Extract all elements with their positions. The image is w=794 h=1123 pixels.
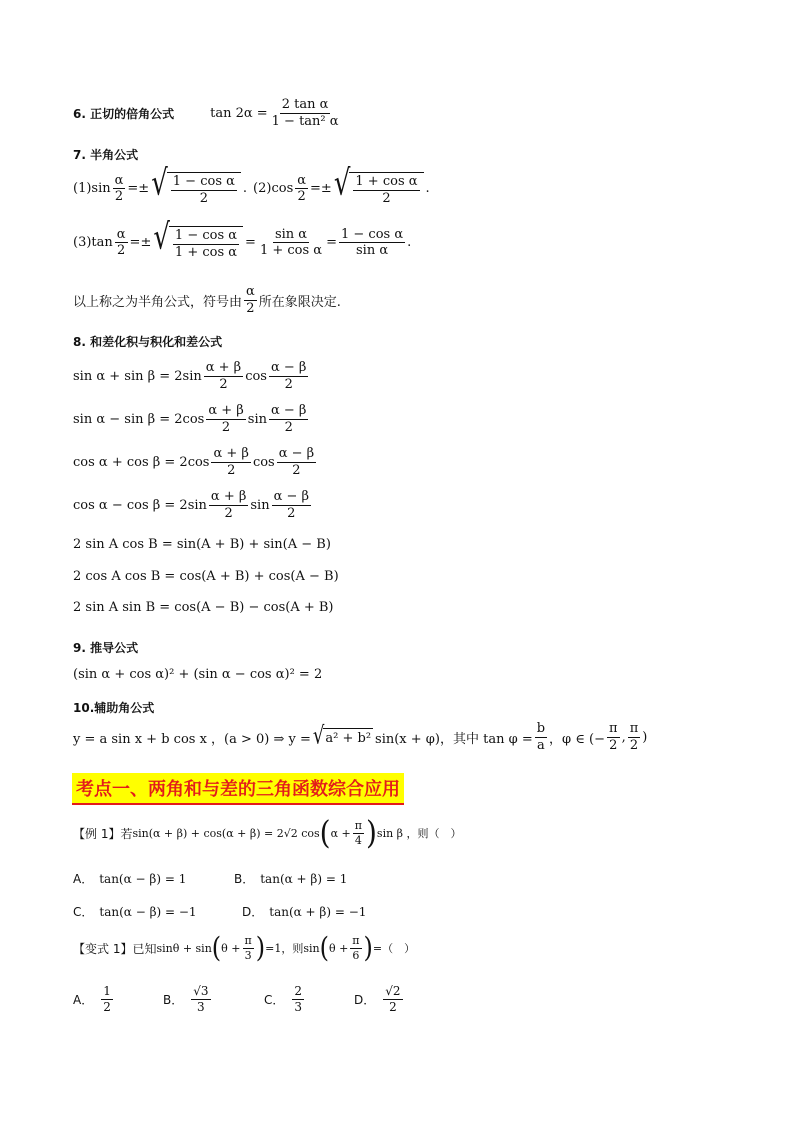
numerator: π (354, 818, 362, 832)
f3-eq: =± (129, 235, 152, 251)
f3-prefix: (3)tan (73, 235, 113, 251)
topic-banner-text: 考点一、两角和与差的三角函数综合应用 (76, 779, 400, 800)
product-to-sum-2 (73, 569, 339, 584)
denominator: 3 (244, 948, 252, 962)
denominator: sin α (355, 243, 389, 259)
denominator: 2 (117, 243, 126, 259)
example-1-option-c[interactable] (73, 903, 197, 920)
fraction-denominator: 1 − tan² α (271, 113, 339, 129)
variant-1-option-b[interactable] (163, 985, 213, 1013)
f2-prefix: (2)cos (253, 181, 294, 197)
sqrt-sign: √ (312, 722, 325, 751)
numerator: π (352, 934, 360, 947)
denominator: 2 (287, 505, 296, 521)
denominator: 2 (103, 999, 111, 1014)
sum-to-product-3 (73, 447, 318, 477)
numerator: 2 (294, 984, 303, 998)
example-1-expr-b: sin β ，则（ ） (376, 827, 462, 840)
denominator: 2 (292, 462, 301, 478)
option-label: B． (163, 992, 184, 1007)
denominator: 2 (246, 300, 255, 316)
variant-1-option-a[interactable] (73, 985, 115, 1013)
half-angle-note (73, 285, 341, 315)
section-9-title: 9. 推导公式 (73, 641, 139, 655)
section-6-title: 6. 正切的倍角公式 (73, 106, 175, 121)
formula-lhs: sin α + sin β = 2sin (73, 368, 202, 384)
variant-1-expr-a: sinθ + sin (156, 941, 212, 955)
numerator: α (297, 172, 307, 188)
product-to-sum-3 (73, 600, 334, 615)
numerator: π (609, 721, 618, 736)
denominator: 2 (609, 737, 618, 753)
f3-eq2: = (245, 235, 256, 251)
numerator: √3 (193, 984, 209, 998)
formula-text: 2 cos A cos B = cos(A + B) + cos(A − B) (73, 569, 339, 584)
option-label: C． (73, 905, 94, 919)
fraction-numerator: 2 tan α (281, 97, 329, 112)
formula-mid: cos (245, 368, 267, 384)
denominator: 4 (354, 833, 362, 847)
sqrt-sign: √ (333, 163, 351, 204)
option-text: tan(α + β) = −1 (269, 904, 367, 919)
example-1-question (73, 813, 462, 852)
section-10-title-line (73, 699, 154, 716)
sum-to-product-4 (73, 490, 313, 520)
formula-mid: sin (247, 411, 267, 427)
section-6-lhs: tan 2α = (210, 105, 268, 121)
denominator: 2 (224, 505, 233, 521)
section-7-title-line (73, 146, 138, 163)
half-angle-formula-1-2 (73, 163, 430, 206)
denominator: 2 (284, 376, 293, 392)
f2-half-fraction (295, 174, 308, 204)
denominator: 3 (294, 999, 303, 1014)
half-angle-formula-3 (73, 217, 412, 260)
formula-part-2: sin(x + φ)，其中 tan φ = (375, 731, 533, 747)
section-6 (73, 98, 343, 128)
f1-radical (151, 163, 241, 206)
comma: , (621, 729, 626, 745)
variant-1-expr-b: sin (303, 941, 320, 955)
ab-radical (312, 722, 373, 751)
radicand: a² + b² (323, 728, 373, 746)
variant-1-expr-end: =（ ） (372, 942, 416, 956)
numerator: π (629, 721, 639, 736)
f2-end: . (425, 181, 430, 197)
f2-radical (333, 163, 424, 206)
section-9-formula (73, 667, 322, 682)
formula-mid: sin (250, 497, 270, 513)
note-fraction (244, 285, 257, 315)
formula-lhs: cos α + cos β = 2cos (73, 454, 210, 470)
formula-text: 2 sin A sin B = cos(A − B) − cos(A + B) (73, 600, 334, 615)
variant-1-inner-a: θ + (221, 941, 241, 955)
numerator: α − β (273, 489, 310, 504)
option-text: tan(α − β) = 1 (99, 871, 187, 886)
section-8-title: 8. 和差化积与积化和差公式 (73, 335, 223, 349)
f1-eq: =± (127, 181, 150, 197)
denominator: a (537, 737, 545, 753)
numerator: 1 (103, 984, 111, 998)
variant-1-option-c[interactable] (264, 985, 306, 1013)
f3-fraction-c (339, 228, 405, 258)
f1-prefix: (1)sin (73, 181, 111, 197)
auxiliary-angle-formula (73, 722, 647, 752)
note-part-b: 所在象限决定. (258, 294, 341, 310)
numerator: α + β (208, 403, 244, 418)
formula-lhs: cos α − cos β = 2sin (73, 497, 207, 513)
variant-1-option-d[interactable] (354, 985, 405, 1013)
variant-1-label: 【变式 1】已知 (73, 941, 157, 956)
section-8-title-line (73, 333, 222, 350)
sqrt-sign: √ (151, 163, 168, 204)
variant-1-inner-b: θ + (328, 941, 349, 955)
numerator: √2 (385, 984, 401, 998)
denominator: 2 (221, 419, 231, 435)
denominator: 2 (114, 189, 124, 205)
option-label: B． (234, 872, 255, 886)
f3-eq3: = (326, 235, 337, 251)
denominator: 2 (629, 737, 639, 753)
numerator: 1 − cos α (340, 226, 404, 242)
option-label: C． (264, 992, 285, 1007)
example-1-expr-a: sin(α + β) + cos(α + β) = 2√2 cos (132, 826, 320, 840)
formula-part-1: y = a sin x + b cos x ，(a > 0) ⇒ y = (73, 731, 311, 747)
numerator: 1 − cos α (172, 174, 235, 189)
denominator: 2 (284, 419, 293, 435)
left-paren-icon: ( (319, 813, 331, 852)
example-1-option-d[interactable] (242, 903, 366, 920)
note-part-a: 以上称之为半角公式，符号由 (73, 294, 243, 310)
right-paren-icon: ) (365, 813, 377, 852)
right-paren-icon: ) (363, 931, 373, 965)
denominator: 2 (199, 190, 208, 206)
f3-half-fraction (115, 228, 128, 258)
option-text: tan(α − β) = −1 (99, 904, 197, 919)
numerator: α (246, 284, 255, 299)
f3-radical (153, 217, 243, 260)
f1-sep: . (242, 181, 248, 197)
denominator: 2 (297, 189, 306, 205)
numerator: α − β (270, 360, 307, 375)
product-to-sum-1 (73, 537, 331, 552)
option-label: A． (73, 872, 94, 886)
sum-to-product-2 (73, 404, 310, 434)
denominator: 6 (352, 948, 360, 962)
option-label: D． (354, 992, 376, 1007)
variant-1-question (73, 931, 416, 965)
f3-end: . (407, 235, 412, 251)
denominator: 2 (219, 376, 228, 392)
example-1-option-b[interactable] (234, 870, 347, 887)
option-label: D． (242, 905, 264, 919)
denominator: 2 (227, 462, 236, 478)
denominator: 2 (382, 190, 391, 206)
numerator: 1 + cos α (355, 174, 418, 189)
example-1-label: 【例 1】若 (73, 826, 133, 841)
denominator: 1 + cos α (259, 243, 323, 259)
numerator: α + β (213, 446, 249, 461)
formula-part-3: ，φ ∈ (− (549, 731, 606, 747)
numerator: 1 − cos α (174, 228, 238, 243)
left-paren-icon: ( (211, 931, 222, 965)
example-1-option-a[interactable] (73, 870, 186, 887)
numerator: α − β (278, 446, 315, 461)
numerator: α (114, 172, 124, 188)
numerator: α (116, 226, 126, 242)
numerator: α + β (210, 489, 247, 504)
example-1-inner: α + (330, 826, 351, 840)
section-10-title: 10.辅助角公式 (73, 701, 155, 715)
f2-eq: =± (310, 181, 332, 197)
section-9-title-line (73, 639, 138, 656)
numerator: b (536, 721, 546, 736)
formula-text: (sin α + cos α)² + (sin α − cos α)² = 2 (73, 667, 323, 682)
denominator: 3 (197, 999, 205, 1014)
f1-half-fraction (113, 174, 126, 204)
sqrt-sign: √ (153, 217, 170, 258)
left-paren-icon: ( (319, 931, 329, 965)
section-6-fraction (270, 98, 341, 128)
formula-mid: cos (252, 454, 275, 470)
section-7-title: 7. 半角公式 (73, 148, 139, 162)
option-label: A． (73, 992, 94, 1007)
numerator: α + β (205, 360, 242, 375)
f3-fraction-b (258, 228, 324, 258)
numerator: sin α (274, 226, 308, 242)
formula-text: 2 sin A cos B = sin(A + B) + sin(A − B) (73, 537, 331, 552)
denominator: 1 + cos α (174, 244, 238, 260)
right-paren-icon: ) (255, 931, 266, 965)
close-paren: ) (642, 729, 648, 745)
numerator: π (244, 934, 252, 947)
option-text: tan(α + β) = 1 (260, 871, 348, 886)
topic-banner (72, 773, 404, 805)
variant-1-expr-mid: =1，则 (265, 942, 304, 956)
sum-to-product-1 (73, 361, 310, 391)
denominator: 2 (389, 999, 397, 1014)
formula-lhs: sin α − sin β = 2cos (73, 411, 205, 427)
numerator: α − β (270, 403, 307, 418)
